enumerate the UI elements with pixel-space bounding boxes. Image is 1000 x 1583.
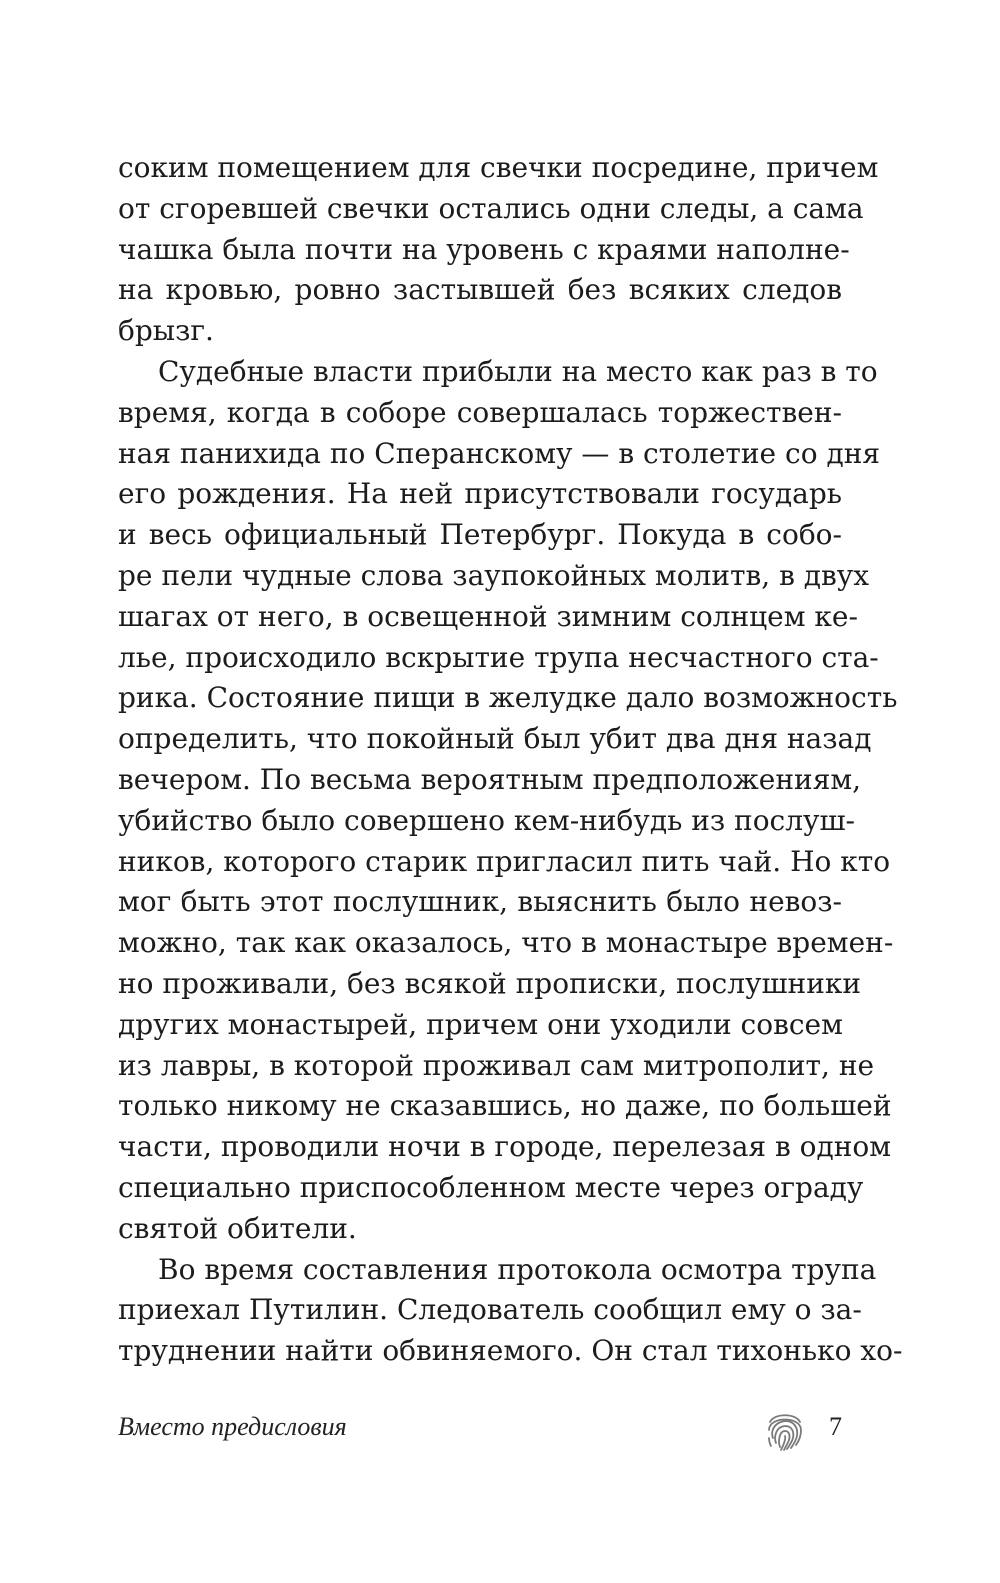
text-line: святой обители.: [118, 1211, 357, 1245]
paragraph-2: [118, 352, 898, 1250]
text-line: других монастырей, причем они уходили совсем: [118, 1007, 843, 1041]
text-line: ная панихида по Сперанскому — в столетие со дня: [118, 436, 881, 470]
text-line: определить, что покойный был убит два дня назад: [118, 722, 872, 756]
text-line: ников, которого старик пригласил пить чай. Но кто: [118, 844, 891, 878]
running-head: Вместо предисловия: [118, 1412, 347, 1441]
text-line: на кровью, ровно застывшей без всяких следов: [118, 273, 842, 307]
text-line: специально приспособленном месте через ограду: [118, 1170, 864, 1204]
text-line: Во время составления протокола осмотра трупа: [158, 1252, 877, 1286]
text-line: убийство было совершено кем-нибудь из послуш-: [118, 803, 855, 837]
text-line: приехал Путилин. Следователь сообщил ему о за-: [118, 1293, 862, 1327]
text-line: от сгоревшей свечки остались одни следы, а сама: [118, 191, 864, 225]
text-line: рика. Состояние пищи в желудке дало возможность: [118, 681, 898, 715]
text-line: части, проводили ночи в городе, перелезая в одном: [118, 1130, 892, 1164]
page-number: 7: [829, 1412, 842, 1441]
text-line: мог быть этот послушник, выяснить было невоз-: [118, 885, 842, 919]
page-footer: [118, 1408, 842, 1452]
text-line: время, когда в соборе совершалась торжествен-: [118, 395, 842, 429]
body-text: [118, 148, 903, 1372]
text-line: можно, так как оказалось, что в монастыре времен-: [118, 926, 894, 960]
text-line: его рождения. На ней присутствовали государь: [118, 477, 842, 511]
text-line: но проживали, без всякой прописки, послушники: [118, 966, 862, 1000]
text-line: шагах от него, в освещенной зимним солнцем ке-: [118, 599, 858, 633]
text-line: соким помещением для свечки посредине, причем: [118, 151, 879, 184]
fingerprint-icon: [766, 1408, 804, 1452]
text-line: чашка была почти на уровень с краями наполне-: [118, 232, 850, 266]
text-line: только никому не сказавшись, но даже, по большей: [118, 1089, 892, 1123]
text-line: Судебные власти прибыли на место как раз в то: [158, 354, 878, 388]
text-line: вечером. По весьма вероятным предположениям,: [118, 762, 862, 796]
text-line: и весь официальный Петербург. Покуда в собо-: [118, 518, 842, 552]
paragraph-1: [118, 148, 879, 352]
text-line: ре пели чудные слова заупокойных молитв, в двух: [118, 558, 869, 592]
text-line: лье, происходило вскрытие трупа несчастного ста-: [118, 640, 879, 674]
paragraph-3: [118, 1250, 903, 1372]
text-line: из лавры, в которой проживал сам митрополит, не: [118, 1048, 875, 1082]
text-line: труднении найти обвиняемого. Он стал тихонько хо-: [118, 1334, 903, 1368]
text-line: брызг.: [118, 314, 214, 348]
